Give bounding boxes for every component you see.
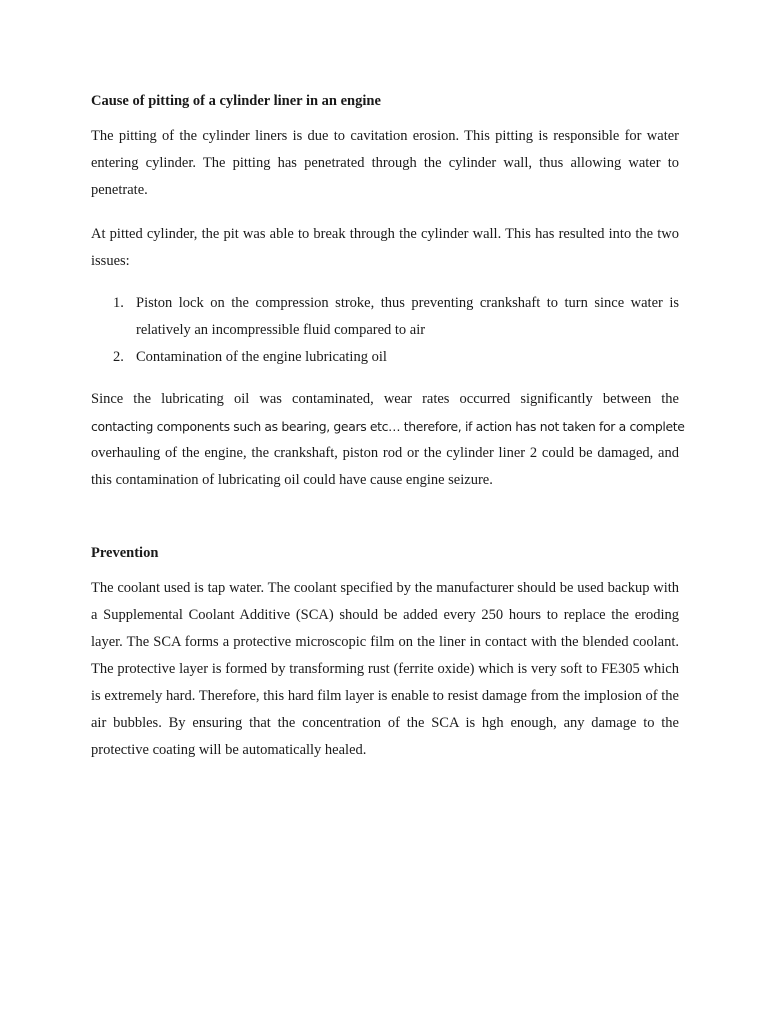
section-heading-prevention: Prevention — [91, 545, 159, 561]
list-item-text: Contamination of the engine lubricating oil — [136, 349, 387, 365]
list-item-number: 1. — [113, 295, 124, 311]
paragraph-line: Since the lubricating oil was contaminated, wear rates occurred significantly between the — [91, 391, 679, 407]
document-body — [91, 88, 685, 764]
paragraph-line: overhauling of the engine, the crankshaft, piston rod or the cylinder liner 2 could be damaged, and this contamination of lubricating oil could have cause engine seizure. — [91, 445, 679, 488]
paragraph-cavitation: The pitting of the cylinder liners is due to cavitation erosion. This pitting is responsible for water entering cylinder. The pitting has penetrated through the cylinder wall, thus allowing water to penetrate. — [91, 128, 679, 198]
paragraph-prevention: The coolant used is tap water. The coolant specified by the manufacturer should be used backup with a Supplemental Coolant Additive (SCA) should be added every 250 hours to replace the eroding layer. The SCA forms a protective microscopic film on the liner in contact with the blended coolant. The protective layer is formed by transforming rust (ferrite oxide) which is very soft to FE305 which is extremely hard. Therefore, this hard film layer is enable to resist damage from the implosion of the air bubbles. By ensuring that the concentration of the SCA is hgh enough, any damage to the protective coating will be automatically healed. — [91, 580, 679, 758]
issues-list — [91, 290, 679, 371]
paragraph-lubricating-oil — [91, 386, 685, 494]
list-item — [91, 344, 679, 371]
paragraph-line-alt-font: contacting components such as bearing, gears etc… therefore, if action has not taken for a complete — [91, 419, 685, 434]
paragraph-pitted-cylinder: At pitted cylinder, the pit was able to break through the cylinder wall. This has resulted into the two issues: — [91, 226, 679, 269]
section-heading-cause: Cause of pitting of a cylinder liner in an engine — [91, 93, 381, 109]
list-item-text: Piston lock on the compression stroke, thus preventing crankshaft to turn since water is relatively an incompressible fluid compared to air — [136, 295, 679, 338]
list-item — [91, 290, 679, 344]
list-item-number: 2. — [113, 349, 124, 365]
